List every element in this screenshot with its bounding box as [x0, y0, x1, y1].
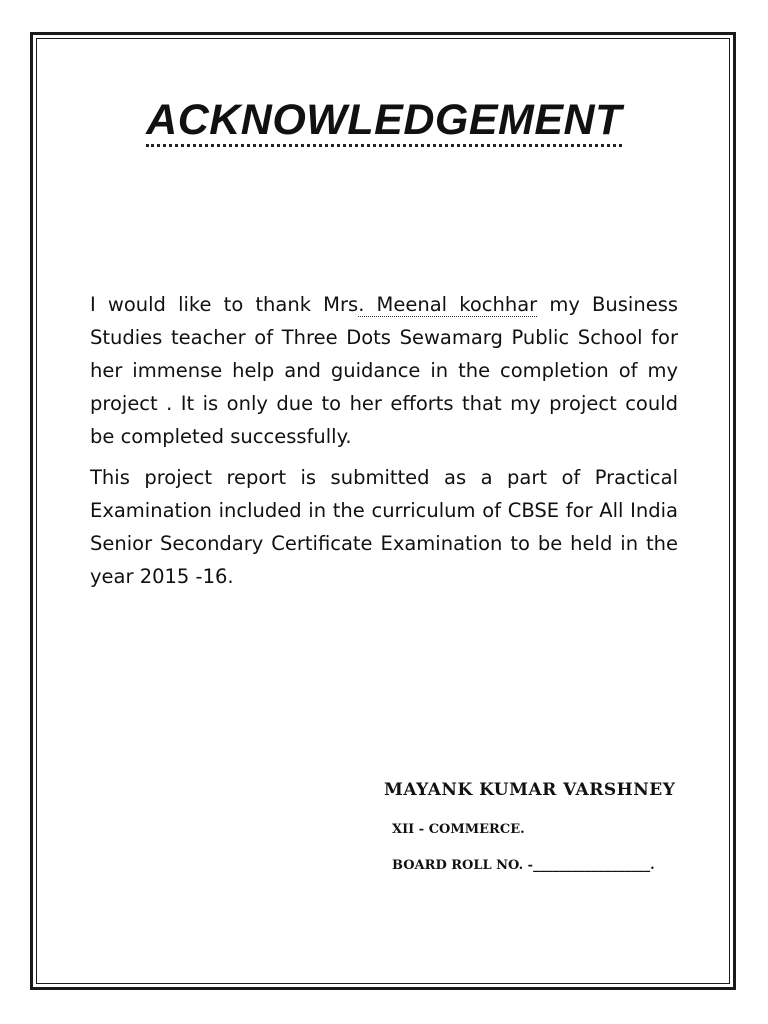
paragraph-1-rest: my Business Studies teacher of Three Dots Sewamarg Public School for her immense help and guidance in the completion of my project . It is only due to her efforts that my project could be completed successfully. — [90, 293, 679, 448]
acknowledgement-paragraph-2: This project report is submitted as a part of Practical Examination included in the curriculum of CBSE for All India Senior Secondary Certificate Examination to be held in the year 2015 -16. — [90, 466, 678, 588]
student-name: MAYANK KUMAR VARSHNEY — [384, 780, 676, 800]
teacher-name: . Meenal kochhar — [358, 293, 538, 316]
board-roll-number: BOARD ROLL NO. -__________________. — [392, 858, 655, 873]
page-title — [0, 92, 768, 148]
student-class: XII - COMMERCE. — [392, 822, 525, 837]
paragraph-1-intro: I would like to thank Mrs — [90, 293, 359, 316]
page-title-text: ACKNOWLEDGEMENT — [146, 96, 622, 147]
acknowledgement-paragraph-1 — [90, 288, 678, 453]
